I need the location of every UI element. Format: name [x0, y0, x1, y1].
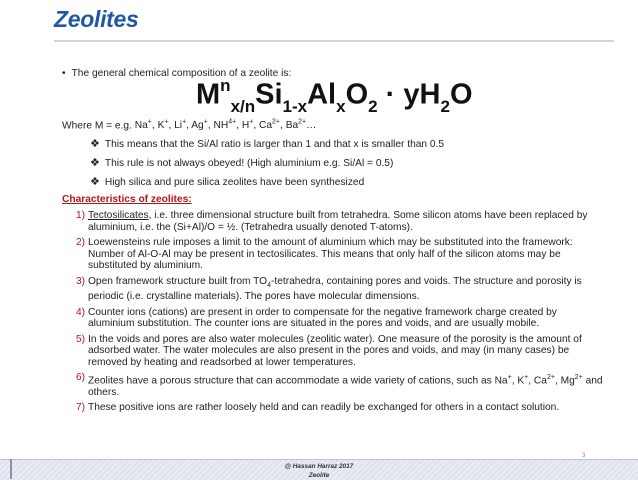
formula-o-sub: 2 [368, 97, 378, 117]
ion-name: H [241, 120, 250, 132]
ion-charge: + [507, 374, 512, 382]
list-item-text: These positive ions are rather loosely held and can readily be exchanged for others in a contact solution. [88, 402, 560, 414]
list-item [76, 334, 606, 369]
ion-separator: , [253, 120, 259, 132]
ion-name: , Mg [554, 375, 575, 387]
list-item [76, 402, 606, 414]
diamond-item [90, 175, 444, 194]
list-item [76, 210, 606, 233]
diamond-bullet-icon: ❖ [90, 176, 100, 188]
diamond-bullet-icon: ❖ [90, 157, 100, 169]
ion-charge: 4+ [228, 119, 237, 126]
where-line [62, 119, 316, 131]
formula-m-sup: n [220, 76, 231, 95]
diamond-bullet-icon: ❖ [90, 138, 100, 150]
ion-list [135, 120, 317, 131]
diamond-item-text: High silica and pure silica zeolites have been synthesized [104, 177, 365, 188]
where-prefix: Where M = e.g. [62, 120, 135, 132]
list-item-body: , i.e. three dimensional structure built from tetrahedra. Some silicon atoms have been replaced by aluminium, i.e. the (Si+Al)/O = ½. (Tetrahedra usually denoted T-atoms). [88, 210, 588, 233]
formula-si-sub: 1-x [282, 97, 308, 117]
ion-separator: … [306, 120, 317, 132]
ion-charge: + [524, 374, 529, 382]
list-item-text [88, 210, 606, 233]
diamond-item-text: This means that the Si/Al ratio is larger than 1 and that x is smaller than 0.5 [104, 139, 445, 150]
formula-al: Al [307, 78, 337, 111]
ion-name: Na [134, 120, 148, 132]
ion-separator: , [186, 120, 192, 132]
footer-topic: Zeolite [308, 472, 330, 479]
diamond-item [90, 137, 444, 156]
ion-name: Ba [285, 120, 299, 132]
characteristics-heading: Characteristics of zeolites: [62, 194, 192, 205]
list-item-number: 4) [76, 306, 86, 318]
formula-water: yH [403, 78, 441, 111]
formula-m: M [196, 78, 221, 111]
list-item-text: Loewensteins rule imposes a limit to the amount of aluminium which may be substituted into the framework: Number of Al-O-Al may be present in tectosilicates. This means that only half of the silicon atoms may be substituted by aluminium. [88, 237, 573, 271]
ion-charge: 2+ [298, 119, 307, 126]
list-item [76, 372, 606, 398]
zeolite-formula [196, 78, 473, 115]
list-item-sub: 4 [267, 281, 272, 289]
ion-charge: + [164, 119, 169, 126]
list-item [76, 237, 606, 272]
list-item-text: In the voids and pores are also water molecules (zeolitic water). One measure of the porosity is the amount of adsorbed water. The water molecules are also present in the pores and voids, and may (in many cases) be removed by heating and readsorbed at lower temperatures. [88, 333, 582, 368]
diamond-item-text: This rule is not always obeyed! (High aluminium e.g. Si/Al = 0.5) [104, 158, 394, 169]
list-item-number: 7) [76, 402, 86, 414]
ion-name: , Ca [528, 375, 547, 387]
list-item-text [88, 372, 606, 398]
ion-charge: 2+ [272, 119, 281, 126]
formula-al-sub: x [336, 97, 346, 117]
slide-title: Zeolites [54, 6, 139, 32]
list-item [76, 276, 606, 303]
list-item-pre: Open framework structure built from TO [88, 275, 268, 287]
ion-name: Ag [191, 120, 204, 132]
formula-dot: · [377, 78, 404, 111]
footer-author: @ Hassan Harraz 2017 [284, 463, 354, 470]
formula-water-o: O [449, 78, 473, 111]
list-item-pre: Zeolites have a porous structure that can accommodate a wide variety of cations, such as Na [88, 375, 508, 387]
list-item-number: 5) [76, 333, 86, 345]
ion-name: Li [174, 120, 183, 132]
list-item-number: 2) [76, 237, 86, 248]
ion-charge: + [249, 119, 254, 126]
diamond-item [90, 156, 444, 175]
page-number: 3 [582, 453, 586, 459]
title-divider [54, 40, 614, 42]
ion-name: K [157, 120, 165, 132]
list-item [76, 307, 606, 330]
formula-o: O [345, 78, 369, 111]
ion-charge: 2+ [574, 374, 583, 382]
ion-charge: + [203, 119, 208, 126]
characteristics-list [76, 210, 606, 414]
ion-name: Ca [259, 120, 273, 132]
diamond-list [90, 137, 444, 194]
ion-charge: + [147, 119, 152, 126]
ion-name: NH [213, 120, 229, 132]
ion-charge: 2+ [546, 374, 555, 382]
term-tectosilicates: Tectosilicates [88, 210, 149, 221]
list-item-number: 1) [76, 210, 86, 221]
bullet-icon: • [62, 68, 66, 79]
ion-separator: , [207, 120, 214, 132]
ion-name: , K [511, 375, 525, 387]
ion-charge: + [182, 119, 187, 126]
list-item-body: -tetrahedra, containing pores and voids. The structure and porosity is periodic (i.e. crystalline materials). The pores have molecular dimensions. [88, 275, 582, 303]
formula-m-sub: x/n [230, 97, 256, 117]
ion-separator: , [280, 120, 286, 132]
list-item-text [88, 276, 606, 303]
ion-separator: , [151, 120, 158, 132]
list-item-text: Counter ions (cations) are present in order to compensate for the negative framework charge created by aluminium substitution. The counter ions are situated in the pores and voids, and are usually mobile. [88, 306, 557, 330]
intro-text: The general chemical composition of a zeolite is: [71, 68, 292, 79]
list-item-number: 3) [76, 275, 86, 287]
ion-separator: , [168, 120, 175, 132]
ion-separator: , [236, 120, 242, 132]
list-item-number: 6) [76, 372, 86, 384]
formula-h-sub: 2 [440, 97, 450, 117]
list-item-body: and others. [88, 375, 603, 398]
formula-si: Si [255, 78, 283, 111]
